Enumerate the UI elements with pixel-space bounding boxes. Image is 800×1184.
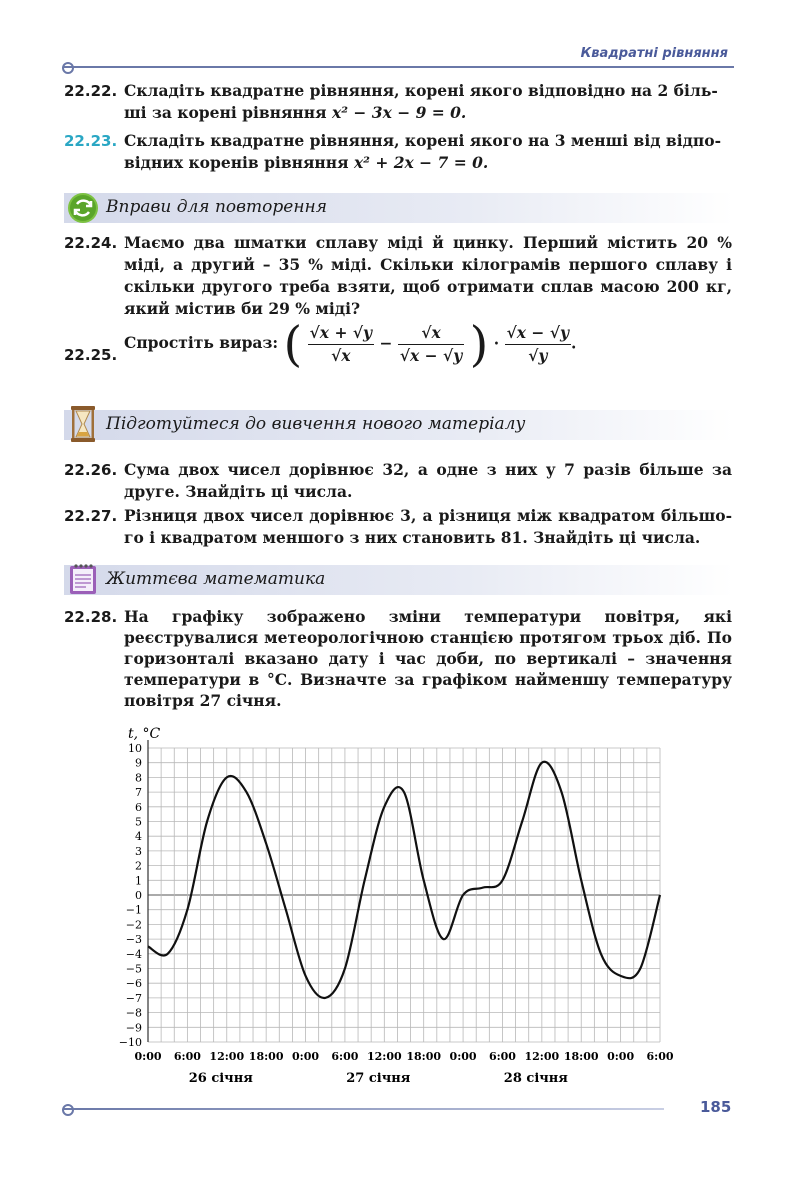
y-tick-label: 8 [135, 771, 142, 785]
date-labels [189, 1071, 569, 1086]
problem-number: 22.26. [64, 461, 118, 479]
y-tick-label: −3 [125, 933, 142, 947]
problem-text: Різниця двох чисел дорівнює 3, а різниця між квадратом більшо-го і квадратом меншого з них становить 81. Знайдіть ці числа. [124, 506, 732, 547]
y-tick-label: 5 [135, 815, 142, 829]
multiply-sign: · [493, 333, 500, 353]
fraction-1 [308, 322, 374, 367]
equation: x² + 2x − 7 = 0. [353, 153, 489, 172]
fraction-2 [398, 322, 464, 367]
notebook-icon [66, 563, 100, 597]
problem-number: 22.27. [64, 507, 118, 525]
fraction-1-denominator: √x [331, 346, 351, 365]
x-tick-label: 6:00 [331, 1050, 359, 1063]
problem-22-23 [64, 130, 732, 174]
problem-text-line2: відних коренів рівняння [124, 153, 354, 172]
problem-22-27 [64, 505, 732, 549]
problem-number: 22.24. [64, 234, 118, 252]
section-title: Вправи для повторення [106, 197, 327, 217]
y-tick-label: 2 [135, 859, 142, 873]
y-tick-label: −1 [125, 903, 142, 917]
fraction-3-numerator: √x − √y [505, 322, 571, 345]
y-tick-label: 10 [128, 742, 142, 755]
x-axis-ticks [134, 1050, 673, 1063]
section-prepare [64, 410, 734, 440]
left-paren: ( [283, 316, 303, 373]
problem-text-line2: ші за корені рівняння [124, 103, 332, 122]
y-tick-label: −7 [125, 991, 142, 1005]
problem-22-28 [64, 606, 732, 711]
y-axis-label: t, °C [128, 726, 161, 742]
page-number: 185 [700, 1098, 732, 1116]
problem-22-24 [64, 232, 732, 320]
y-tick-label: −5 [125, 962, 142, 976]
problem-number: 22.23. [64, 132, 118, 150]
y-tick-label: 4 [135, 830, 142, 844]
problem-22-25 [64, 316, 732, 388]
x-tick-label: 0:00 [134, 1050, 162, 1063]
problem-22-26 [64, 459, 732, 503]
date-label: 27 січня [346, 1071, 411, 1086]
x-tick-label: 0:00 [449, 1050, 477, 1063]
y-tick-label: −10 [118, 1036, 142, 1049]
y-tick-label: −9 [125, 1021, 142, 1035]
date-label: 26 січня [188, 1071, 253, 1086]
problem-text: Сума двох чисел дорівнює 32, а одне з них у 7 разів більше за друге. Знайдіть ці числа. [124, 460, 732, 501]
equation: x² − 3x − 9 = 0. [331, 103, 467, 122]
y-tick-label: 7 [135, 786, 142, 800]
header-dot [62, 62, 74, 74]
problem-text-line1: Складіть квадратне рівняння, корені якого відповідно на 2 біль- [124, 81, 718, 100]
minus-sign: − [379, 333, 393, 353]
x-tick-label: 18:00 [563, 1050, 599, 1063]
problem-number: 22.25. [64, 346, 118, 364]
chapter-title: Квадратні рівняння [580, 46, 728, 61]
problem-text: Спростіть вираз: [124, 332, 279, 352]
problem-text: На графіку зображено зміни температури повітря, які реєструвалися метеорологічною станцією протягом трьох діб. По горизонталі вказано дату і час доби, по вертикалі – значення температури в °С. Визначте за графіком найменшу температуру повітря 27 січня. [124, 607, 732, 710]
fraction-2-numerator: √x [398, 322, 464, 345]
temperature-series-line [148, 762, 660, 998]
problem-text-line1: Складіть квадратне рівняння, корені якого на 3 менші від відпо- [124, 131, 722, 150]
problem-number: 22.28. [64, 608, 118, 626]
y-tick-label: 6 [135, 800, 142, 814]
fraction-3 [505, 322, 571, 367]
y-tick-label: −8 [125, 1006, 142, 1020]
section-title: Підготуйтеся до вивчення нового матеріалу [106, 414, 526, 434]
y-axis-ticks [119, 742, 142, 1049]
x-tick-label: 12:00 [366, 1050, 402, 1063]
footer-rule [64, 1108, 664, 1110]
y-tick-label: 0 [135, 889, 142, 902]
x-tick-label: 18:00 [248, 1050, 284, 1063]
fraction-2-denominator: √x − √y [399, 346, 463, 365]
y-tick-label: −4 [125, 947, 142, 961]
chart-grid [148, 740, 660, 1042]
right-paren: ) [469, 316, 489, 373]
section-review [64, 193, 734, 223]
x-tick-label: 6:00 [646, 1050, 674, 1063]
problem-text: Маємо два шматки сплаву міді й цинку. Перший містить 20 % міді, а другий – 35 % міді. Скільки кілограмів першого сплаву і скільки другого треба взяти, щоб отримати сплав масою 200 кг, який містив би 29 % міді? [124, 233, 732, 318]
cycle-arrows-icon [66, 191, 100, 225]
x-tick-label: 0:00 [607, 1050, 635, 1063]
section-title: Життєва математика [106, 569, 326, 589]
y-tick-label: 1 [135, 874, 142, 888]
x-tick-label: 6:00 [488, 1050, 516, 1063]
period: . [571, 333, 577, 353]
date-label: 28 січня [503, 1071, 568, 1086]
x-tick-label: 12:00 [524, 1050, 560, 1063]
fraction-1-numerator: √x + √y [308, 322, 374, 345]
hourglass-icon [66, 404, 100, 444]
y-tick-label: −6 [125, 977, 142, 991]
header-rule [64, 66, 734, 68]
y-tick-label: −2 [125, 918, 142, 932]
problem-number: 22.22. [64, 82, 118, 100]
footer-dot [62, 1104, 74, 1116]
y-tick-label: 3 [135, 844, 142, 858]
x-tick-label: 18:00 [406, 1050, 442, 1063]
problem-22-22 [64, 80, 732, 124]
x-tick-label: 0:00 [292, 1050, 320, 1063]
x-tick-label: 6:00 [173, 1050, 201, 1063]
y-tick-label: 9 [135, 756, 142, 770]
fraction-3-denominator: √y [528, 346, 548, 365]
x-tick-label: 12:00 [209, 1050, 245, 1063]
section-life [64, 565, 734, 595]
